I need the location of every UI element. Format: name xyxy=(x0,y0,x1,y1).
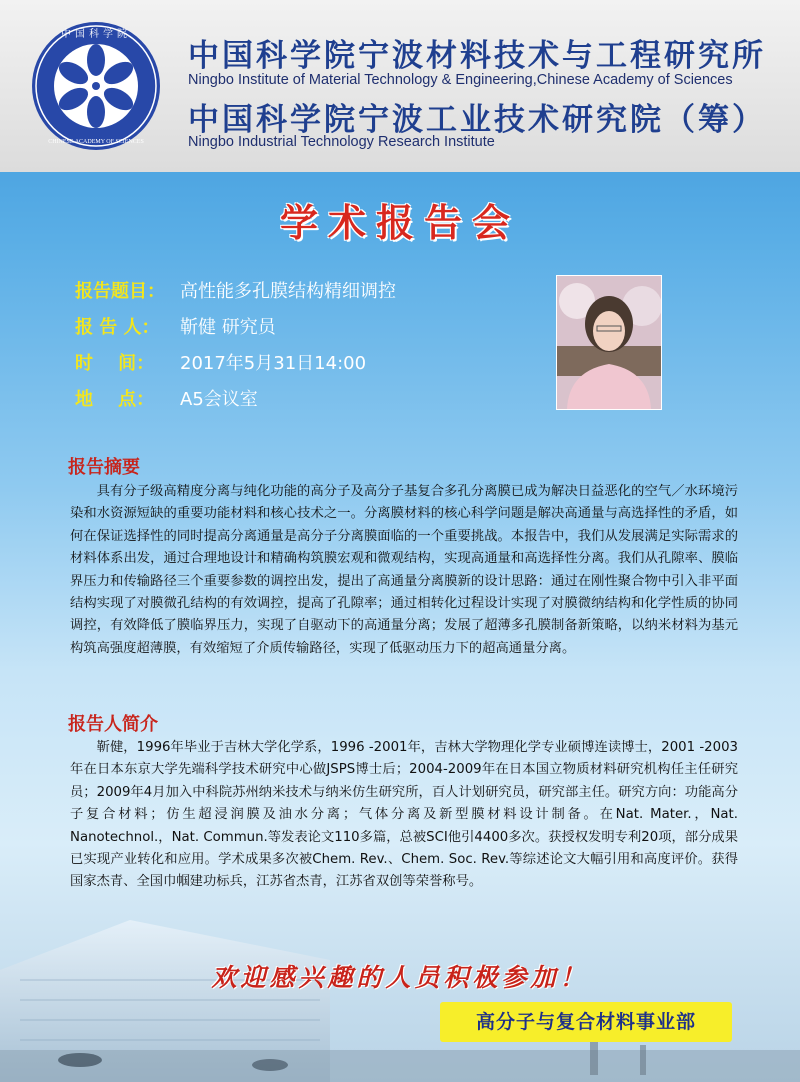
department-badge: 高分子与复合材料事业部 xyxy=(440,1002,732,1042)
logo-en-text: CHINESE ACADEMY OF SCIENCES xyxy=(48,139,144,145)
info-value: 靳健 研究员 xyxy=(180,317,276,338)
info-value: 高性能多孔膜结构精细调控 xyxy=(180,281,396,302)
portrait-icon xyxy=(557,276,661,409)
welcome-message: 欢迎感兴趣的人员积极参加！ xyxy=(211,963,589,992)
page-title: 学术报告会 xyxy=(279,200,520,245)
info-row-speaker xyxy=(75,313,276,339)
info-value: A5会议室 xyxy=(180,389,258,410)
info-row-location xyxy=(75,385,258,411)
speaker-photo xyxy=(556,275,662,410)
bio-heading: 报告人简介 xyxy=(68,714,158,735)
bio-text: 靳健，1996年毕业于吉林大学化学系，1996 -2001年，吉林大学物理化学专业硕博连读博士，2001 -2003年在日本东京大学先端科学技术研究中心做JSPS博士后；2004-2009年在日本国立物质材料研究机构任主任研究员；2009年4月加入中科院苏州纳米技术与纳米仿生研究所，百人计划研究员，研究部主任。研究方向：功能高分子复合材料；仿生超浸润膜及油水分离；气体分离及新型膜材料设计制备。在Nat. Mater.，Nat. Nanotechnol.，Nat. Commun.等发表论文110多篇，总被SCI他引4400多次。获授权发明专利20项，部分成果已实现产业转化和应用。学术成果多次被Chem. Rev.、Chem. Soc. Rev.等综述论文大幅引用和高度评价。获得国家杰青、全国巾帼建功标兵，江苏省杰青，江苏省双创等荣誉称号。 xyxy=(70,740,738,890)
logo-cn-text: 中国科学院 xyxy=(61,29,131,40)
info-row-topic xyxy=(75,277,396,303)
org-name-cn-1: 中国科学院宁波材料技术与工程研究所 xyxy=(188,38,766,74)
header-banner xyxy=(0,0,800,172)
abstract-heading: 报告摘要 xyxy=(68,457,140,478)
info-label: 报 告 人： xyxy=(75,317,160,338)
org-name-en-2: Ningbo Industrial Technology Research Institute xyxy=(188,134,495,150)
abstract-text: 具有分子级高精度分离与纯化功能的高分子及高分子基复合多孔分离膜已成为解决日益恶化的空气／水环境污染和水资源短缺的重要功能材料和核心技术之一。分离膜材料的核心科学问题是解决高通量与高选择性的矛盾，如何在保证选择性的同时提高分离通量是高分子分离膜面临的一个重要挑战。本报告中，我们从发展满足实际需求的材料体系出发，通过合理地设计和精确构筑膜宏观和微观结构，实现高通量和高选择性分离。我们从孔隙率、膜临界压力和传输路径三个重要参数的调控出发，提出了高通量分离膜新的设计思路：通过在刚性聚合物中引入非平面结构实现了对膜微孔结构的有效调控，提高了孔隙率；通过相转化过程设计实现了对膜微纳结构和化学性质的协同调控，有效降低了膜临界压力，实现了自驱动下的高通量分离；发展了超薄多孔膜制备新策略，以纳米材料为基元构筑高强度超薄膜，有效缩短了介质传输路径，实现了低驱动压力下的超高通量分离。 xyxy=(70,484,738,656)
info-label: 时 间： xyxy=(75,353,155,374)
info-label: 地 点： xyxy=(75,389,155,410)
org-name-cn-2: 中国科学院宁波工业技术研究院（筹） xyxy=(188,102,766,138)
info-label: 报告题目： xyxy=(75,281,165,302)
cas-logo-icon xyxy=(30,20,162,152)
info-row-time xyxy=(75,349,366,375)
info-value: 2017年5月31日14:00 xyxy=(180,353,367,374)
org-name-en-1: Ningbo Institute of Material Technology & Engineering,Chinese Academy of Sciences xyxy=(188,72,733,88)
